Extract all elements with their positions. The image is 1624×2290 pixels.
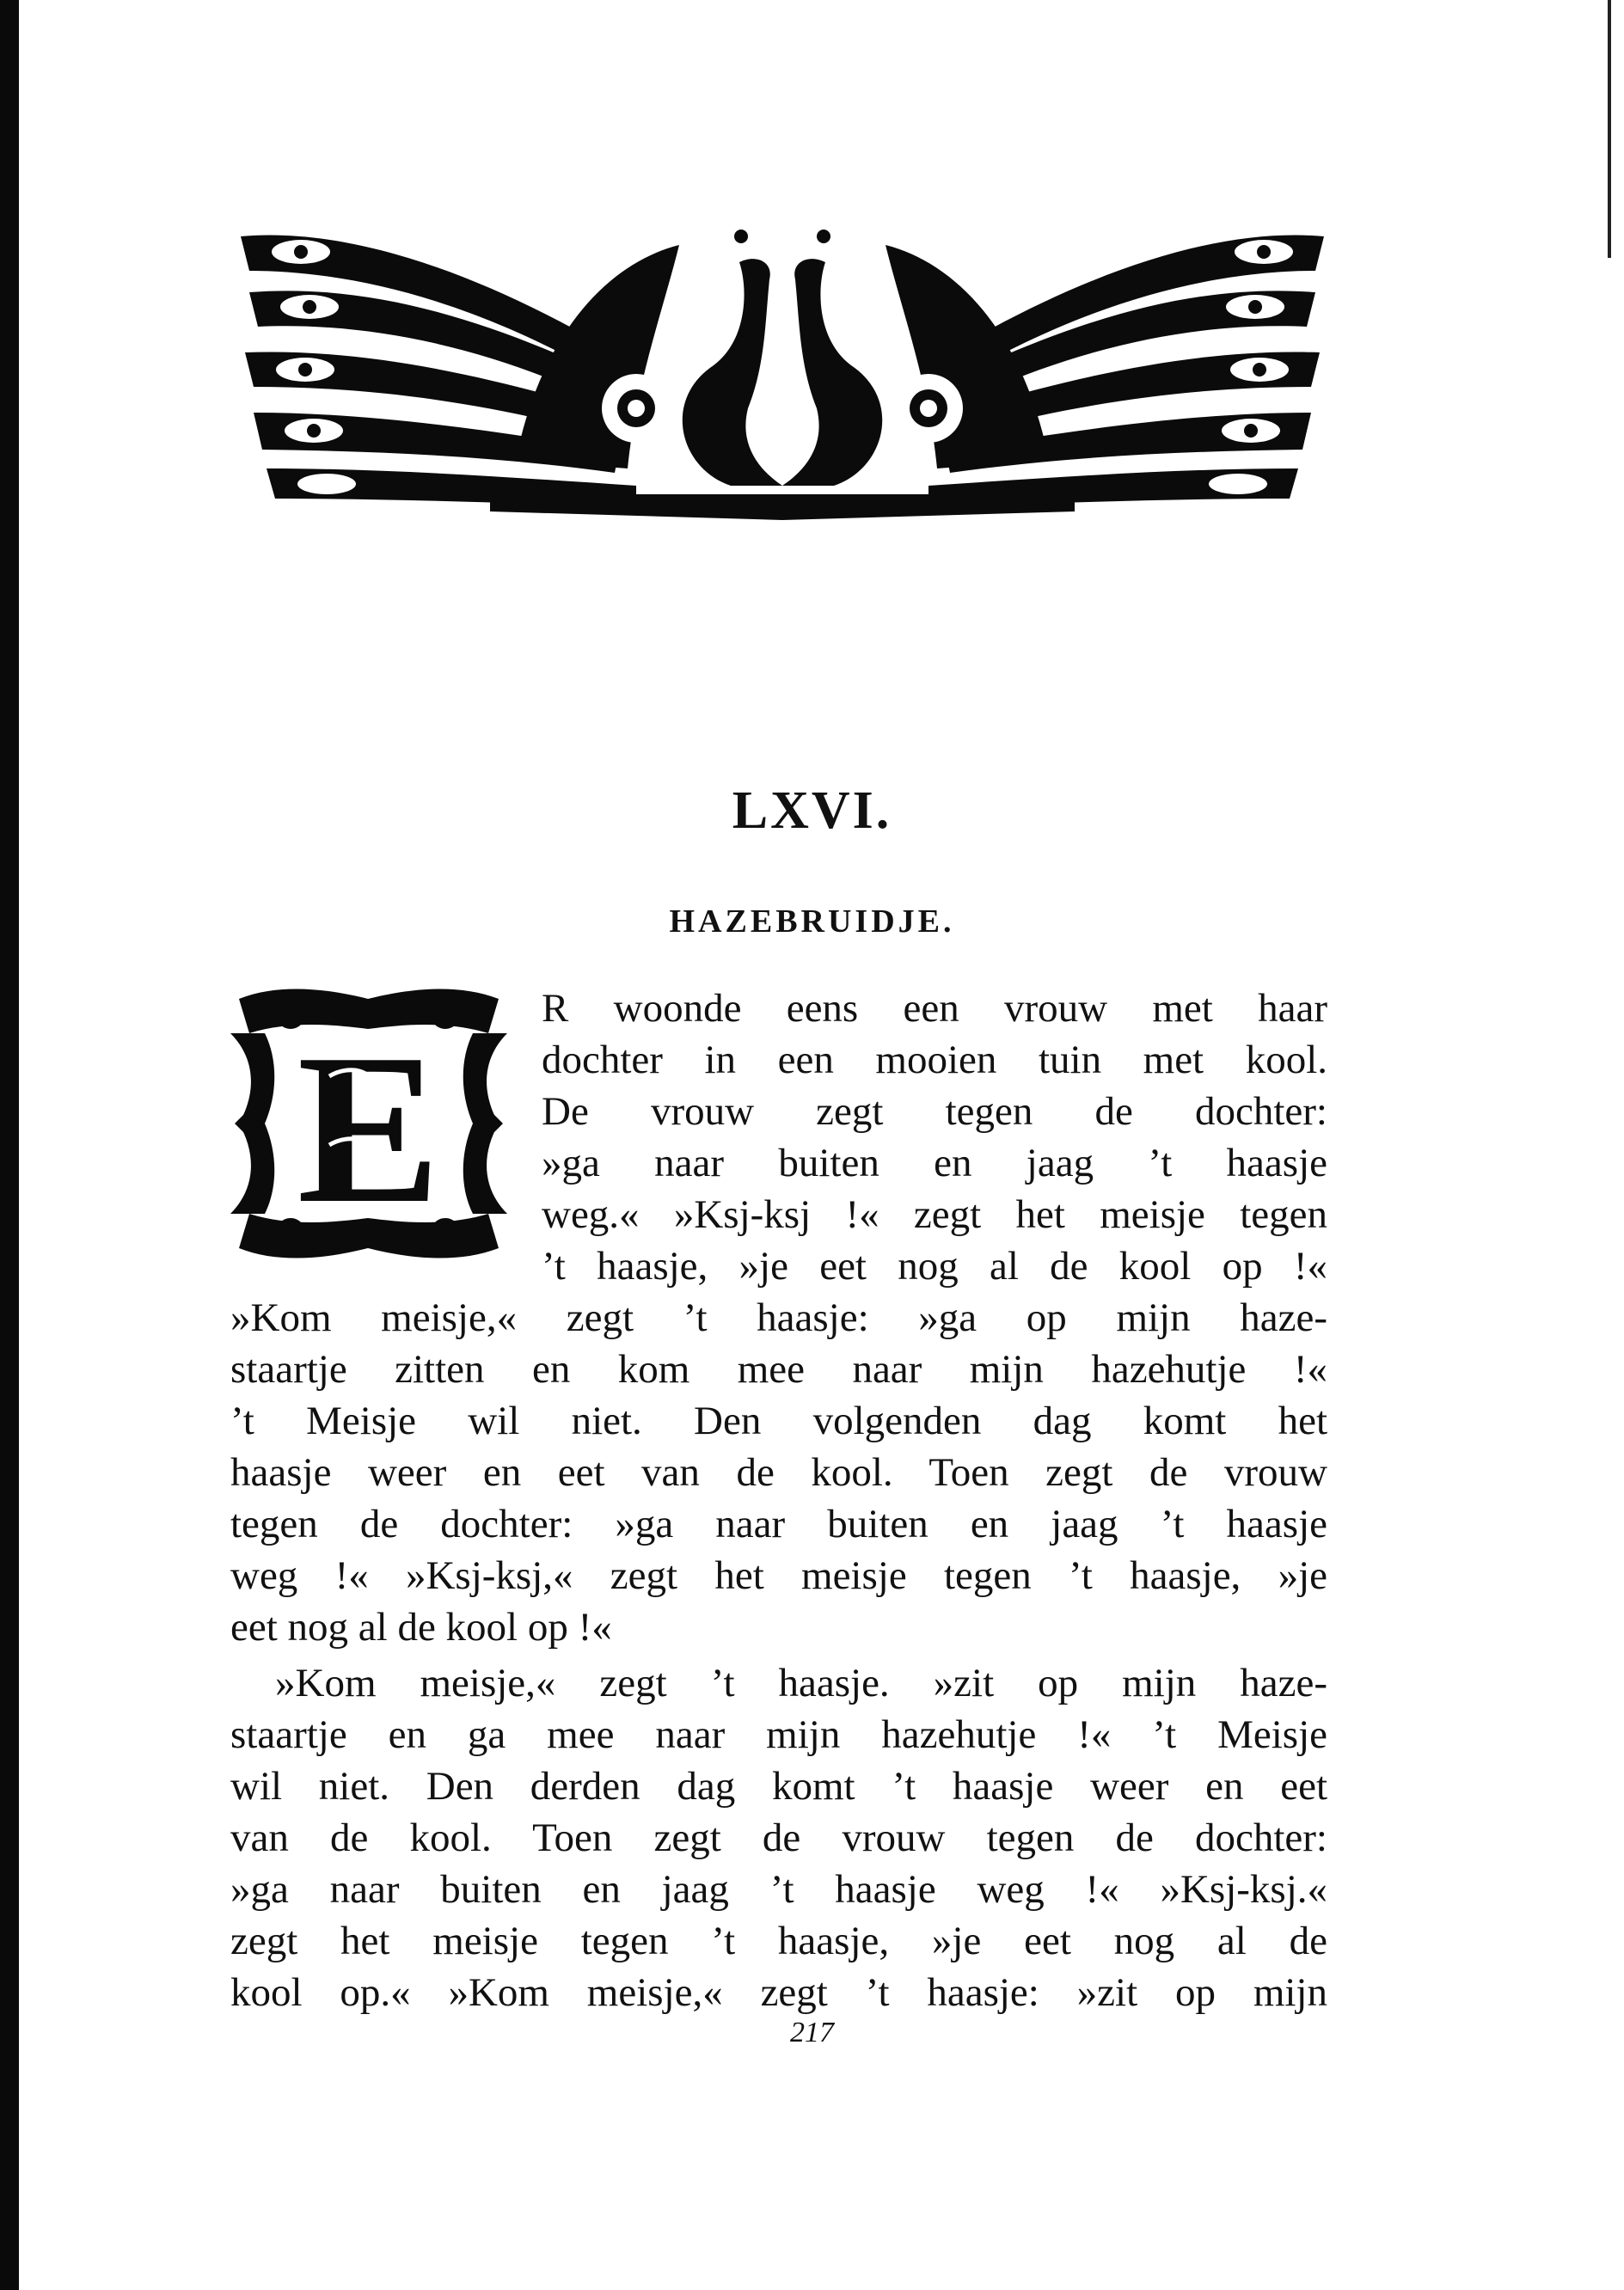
drop-capital-letter: E xyxy=(297,1010,441,1248)
text-line-19: zegt het meisje tegen ’t haasje, »je eet nog al de xyxy=(230,1919,1327,1963)
chapter-number: LXVI. xyxy=(732,781,892,840)
ornamental-drop-capital xyxy=(230,982,507,1265)
text-line-18: »ga naar buiten en jaag ’t haasje weg !« »Ksj-ksj.« xyxy=(230,1867,1327,1912)
text-line-1: R woonde eens een vrouw met haar xyxy=(542,986,1327,1031)
text-line-10: haasje weer en eet van de kool. Toen zegt de vrouw xyxy=(230,1450,1327,1495)
text-line-15: staartje en ga mee naar mijn hazehutje !« ’t Meisje xyxy=(230,1712,1327,1757)
peacock-headpiece-ornament xyxy=(232,211,1333,520)
scan-binding-edge xyxy=(0,0,19,2290)
page-number: 217 xyxy=(790,2017,834,2048)
text-line-16: wil niet. Den derden dag komt ’t haasje weer en eet xyxy=(230,1764,1327,1809)
text-line-20: kool op.« »Kom meisje,« zegt ’t haasje: »zit op mijn xyxy=(230,1970,1327,2015)
text-line-5: weg.« »Ksj-ksj !« zegt het meisje tegen xyxy=(542,1192,1327,1237)
text-line-6: ’t haasje, »je eet nog al de kool op !« xyxy=(542,1244,1327,1289)
text-line-2: dochter in een mooien tuin met kool. xyxy=(542,1038,1327,1082)
scan-edge-mark xyxy=(1608,0,1611,258)
text-line-7: »Kom meisje,« zegt ’t haasje: »ga op mijn haze- xyxy=(230,1295,1327,1340)
text-line-3: De vrouw zegt tegen de dochter: xyxy=(542,1089,1327,1134)
text-line-14: »Kom meisje,« zegt ’t haasje. »zit op mijn haze- xyxy=(275,1661,1327,1705)
chapter-title: HAZEBRUIDJE. xyxy=(669,903,955,940)
text-line-11: tegen de dochter: »ga naar buiten en jaag ’t haasje xyxy=(230,1502,1327,1546)
text-line-12: weg !« »Ksj-ksj,« zegt het meisje tegen ’t haasje, »je xyxy=(230,1553,1327,1598)
text-line-13: eet nog al de kool op !« xyxy=(230,1605,612,1650)
text-line-8: staartje zitten en kom mee naar mijn hazehutje !« xyxy=(230,1347,1327,1392)
text-line-9: ’t Meisje wil niet. Den volgenden dag komt het xyxy=(230,1399,1327,1443)
text-line-17: van de kool. Toen zegt de vrouw tegen de dochter: xyxy=(230,1815,1327,1860)
text-line-4: »ga naar buiten en jaag ’t haasje xyxy=(542,1141,1327,1185)
